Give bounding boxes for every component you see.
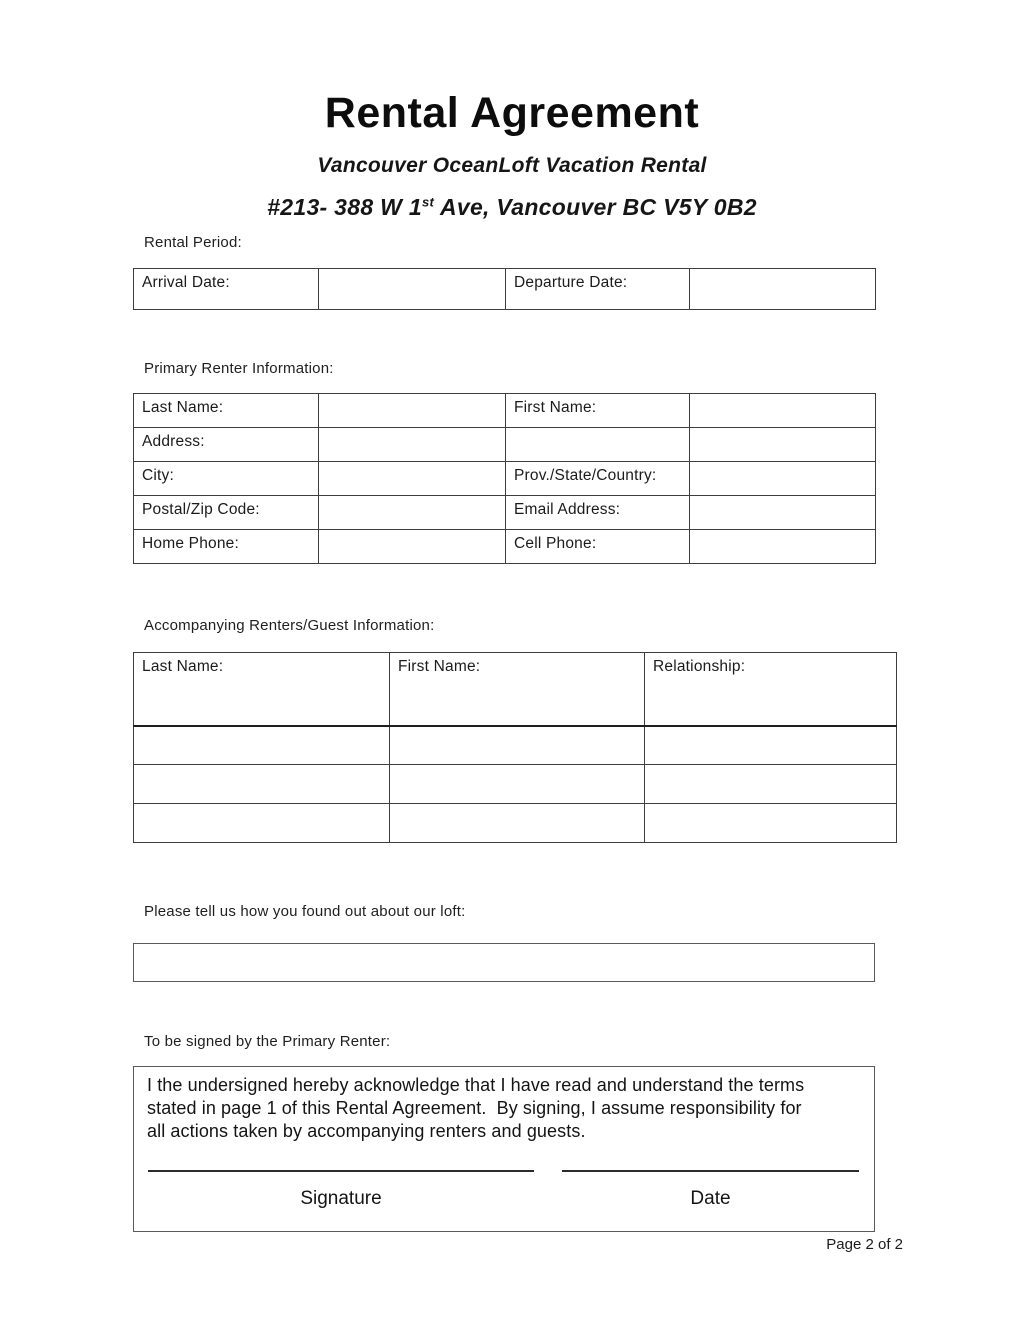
rental-period-table (133, 268, 876, 310)
referral-answer-field[interactable] (133, 943, 875, 982)
guest-row (134, 765, 897, 804)
last-name-field[interactable] (319, 394, 506, 428)
table-row (134, 394, 876, 428)
prov-state-country-label: Prov./State/Country: (506, 462, 690, 496)
signature-box (133, 1066, 875, 1232)
last-name-label: Last Name: (134, 394, 319, 428)
guest-last-name-field[interactable] (134, 804, 390, 843)
first-name-label: First Name: (506, 394, 690, 428)
arrival-date-field[interactable] (319, 269, 506, 310)
city-field[interactable] (319, 462, 506, 496)
first-name-field[interactable] (690, 394, 876, 428)
table-row (134, 269, 876, 310)
guest-row (134, 726, 897, 765)
acknowledgement-text: I the undersigned hereby acknowledge that I have read and understand the terms stated in page 1 of this Rental Agreement. By signing, I assume responsibility for all actions taken by accompanying renters and guests. (147, 1075, 810, 1141)
guests-table (133, 652, 897, 843)
email-address-field[interactable] (690, 496, 876, 530)
address-field[interactable] (319, 428, 506, 462)
cell-phone-field[interactable] (690, 530, 876, 564)
guest-relationship-header: Relationship: (645, 653, 897, 726)
arrival-date-label: Arrival Date: (134, 269, 319, 310)
table-row (134, 462, 876, 496)
guest-first-name-field[interactable] (390, 726, 645, 765)
guest-relationship-field[interactable] (645, 804, 897, 843)
postal-zip-label: Postal/Zip Code: (134, 496, 319, 530)
date-caption: Date (690, 1188, 731, 1209)
prov-state-country-field[interactable] (690, 462, 876, 496)
page-indicator: Page 2 of 2 (826, 1236, 903, 1253)
home-phone-field[interactable] (319, 530, 506, 564)
guest-first-name-field[interactable] (390, 804, 645, 843)
guest-last-name-field[interactable] (134, 765, 390, 804)
address-label: Address: (134, 428, 319, 462)
signature-row (148, 1170, 862, 1210)
date-column (562, 1170, 859, 1210)
guests-section-label: Accompanying Renters/Guest Information: (144, 617, 435, 634)
guest-first-name-field[interactable] (390, 765, 645, 804)
guest-relationship-field[interactable] (645, 726, 897, 765)
home-phone-label: Home Phone: (134, 530, 319, 564)
city-label: City: (134, 462, 319, 496)
table-row (134, 496, 876, 530)
page-title: Rental Agreement (324, 89, 700, 137)
rental-period-section-label: Rental Period: (144, 234, 242, 251)
guests-header-row (134, 653, 897, 726)
address-part-2: Ave, Vancouver BC V5Y 0B2 (434, 194, 757, 220)
table-row (134, 530, 876, 564)
property-subtitle: Vancouver OceanLoft Vacation Rental (317, 154, 707, 177)
table-row (134, 428, 876, 462)
address-field-3[interactable] (690, 428, 876, 462)
primary-renter-section-label: Primary Renter Information: (144, 360, 334, 377)
cell-phone-label: Cell Phone: (506, 530, 690, 564)
property-address (0, 194, 1024, 221)
address-field-2[interactable] (506, 428, 690, 462)
address-part-1: #213- 388 W 1 (267, 194, 422, 220)
guest-relationship-field[interactable] (645, 765, 897, 804)
guest-row (134, 804, 897, 843)
primary-renter-table (133, 393, 876, 564)
document-header (0, 90, 1024, 221)
signature-caption: Signature (300, 1188, 382, 1209)
date-line[interactable] (562, 1170, 859, 1172)
referral-section-label: Please tell us how you found out about our loft: (144, 903, 466, 920)
departure-date-field[interactable] (690, 269, 876, 310)
guest-first-name-header: First Name: (390, 653, 645, 726)
postal-zip-field[interactable] (319, 496, 506, 530)
signature-line[interactable] (148, 1170, 534, 1172)
departure-date-label: Departure Date: (506, 269, 690, 310)
signature-section-label: To be signed by the Primary Renter: (144, 1033, 391, 1050)
signature-column (148, 1170, 534, 1210)
address-ordinal-suffix: st (421, 194, 435, 210)
email-address-label: Email Address: (506, 496, 690, 530)
guest-last-name-field[interactable] (134, 726, 390, 765)
guest-last-name-header: Last Name: (134, 653, 390, 726)
